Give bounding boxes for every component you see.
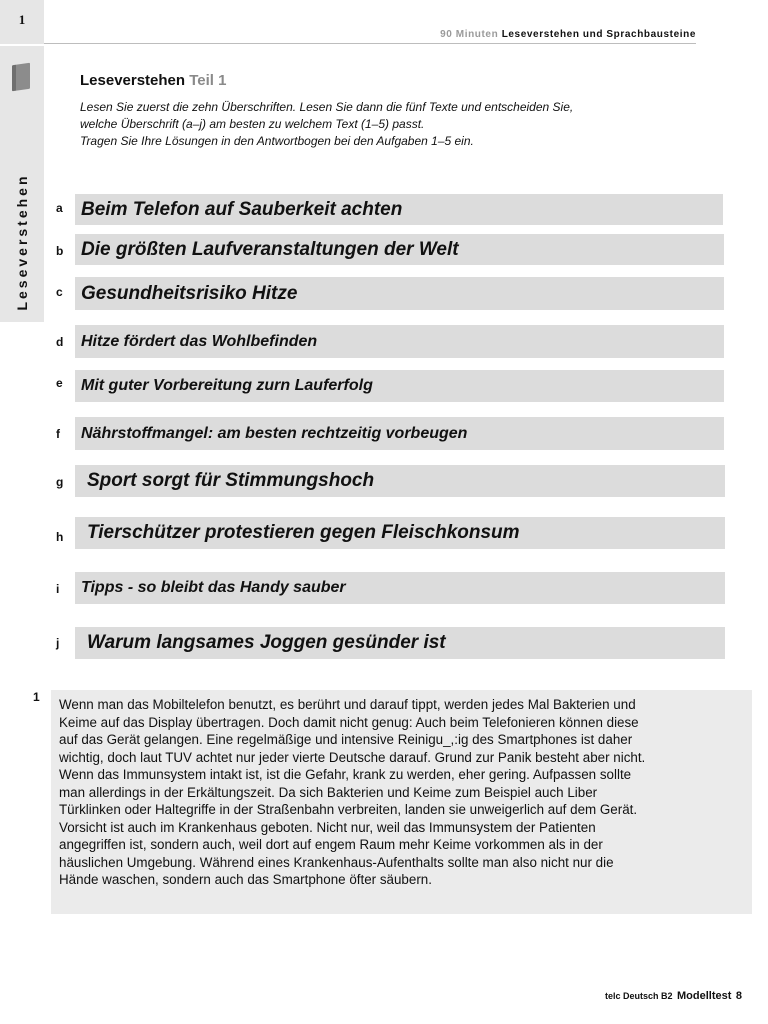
heading-box: Mit guter Vorbereitung zurn Lauferfolg [75, 370, 724, 402]
sidebar-tab [0, 0, 44, 322]
heading-letter: e [56, 376, 63, 390]
text-line: auf das Gerät gelangen. Eine regelmäßige und intensive Reinigu_,:ig des Smartphones ist daher [59, 732, 633, 747]
section-vertical-label: Leseverstehen [14, 173, 30, 311]
instructions [80, 99, 640, 150]
heading-letter: f [56, 427, 60, 441]
section-title [80, 72, 226, 89]
text-line: Türklinken oder Haltegriffe in der Straßenbahn verbreiten, landen sie unweigerlich auf dem Gerät. [59, 802, 638, 817]
heading-box: Hitze fördert das Wohlbefinden [75, 325, 724, 358]
page-footer [605, 986, 742, 1004]
heading-letter: g [56, 475, 64, 489]
heading-letter: i [56, 582, 60, 596]
text-line: Keime auf das Display übertragen. Doch damit nicht genug: Auch beim Telefonieren können diese [59, 714, 639, 730]
heading-letter: a [56, 201, 63, 215]
sidebar-divider [0, 44, 44, 46]
page-header [440, 29, 696, 40]
section-title-part: Teil 1 [189, 72, 227, 89]
heading-box: Warum langsames Joggen gesünder ist [75, 627, 725, 659]
text-line: Wenn man das Mobiltelefon benutzt, es berührt und darauf tippt, werden jedes Mal Bakterien und [59, 697, 636, 712]
heading-letter: h [56, 530, 64, 544]
text-line: wichtig, doch laut TUV achtet nur jeder vierte Deutsche darauf. Grund zur Panik besteht aber nicht. [59, 749, 646, 765]
text-line: Vorsicht ist auch im Krankenhaus geboten. Nicht nur, weil das Immunsystem der Patienten [59, 819, 596, 835]
heading-box: Beim Telefon auf Sauberkeit achten [75, 194, 723, 225]
heading-box: Nährstoffmangel: am besten rechtzeitig vorbeugen [75, 417, 724, 450]
reading-text [51, 690, 752, 914]
instruction-line: welche Überschrift (a–j) am besten zu welchem Text (1–5) passt. [80, 117, 425, 131]
header-subject: Leseverstehen und Sprachbausteine [501, 29, 696, 40]
instruction-line: Lesen Sie zuerst die zehn Überschriften. Lesen Sie dann die fünf Texte und entscheiden Sie, [80, 100, 574, 114]
heading-box: Gesundheitsrisiko Hitze [75, 277, 724, 310]
text-line: man allerdings in der Erkältungszeit. Da sich Bakterien und Keime zum Beispiel auch Liber [59, 784, 598, 800]
heading-box: Tierschützer protestieren gegen Fleischkonsum [75, 517, 725, 549]
footer-series: telc Deutsch B2 [605, 991, 673, 1001]
section-title-main: Leseverstehen [80, 72, 186, 89]
heading-letter: j [56, 636, 60, 650]
text-number: 1 [33, 690, 40, 704]
heading-box: Tipps - so bleibt das Handy sauber [75, 572, 725, 604]
heading-letter: c [56, 285, 63, 299]
header-divider [44, 43, 696, 44]
text-line: angegriffen ist, sondern auch, weil dort auf engem Raum mehr Keime vorkommen als in der [59, 837, 603, 852]
instruction-line: Tragen Sie Ihre Lösungen in den Antwortbogen bei den Aufgaben 1–5 ein. [80, 134, 474, 148]
text-line: Hände waschen, sondern auch das Smartphone öfter säubern. [59, 872, 432, 887]
heading-box: Sport sorgt für Stimmungshoch [75, 465, 725, 497]
text-line: häuslichen Umgebung. Während eines Krankenhaus-Aufenthalts sollte man also nicht nur die [59, 854, 614, 870]
heading-letter: b [56, 244, 64, 258]
footer-page-number: 8 [735, 990, 742, 1002]
footer-title: Modelltest [677, 990, 732, 1002]
text-line: Wenn das Immunsystem intakt ist, ist die Gefahr, krank zu werden, eher gering. Aufpassen sollte [59, 767, 632, 782]
heading-letter: d [56, 335, 64, 349]
book-icon [12, 63, 30, 92]
header-time: 90 Minuten [440, 29, 499, 40]
heading-box: Die größten Laufveranstaltungen der Welt [75, 234, 724, 265]
sidebar-page-number: 1 [18, 12, 26, 27]
